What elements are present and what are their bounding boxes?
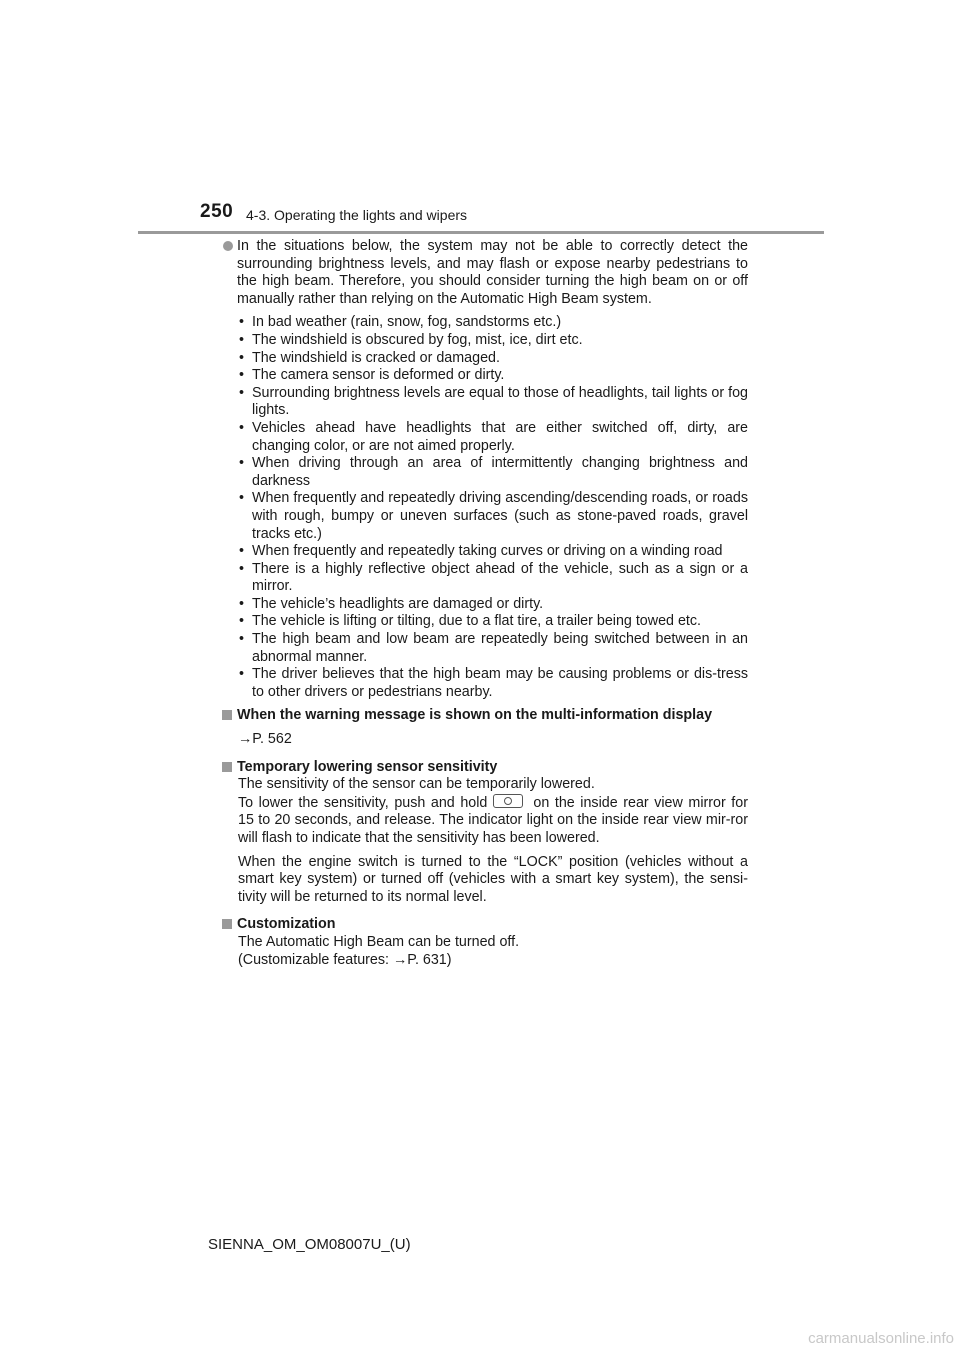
list-item: • When driving through an area of intermittently changing brightness and darkness <box>239 455 748 489</box>
site-watermark: carmanualsonline.info <box>808 1330 954 1347</box>
square-bullet-icon <box>222 710 232 720</box>
header-divider <box>138 231 824 234</box>
page-number: 250 <box>200 201 234 222</box>
list-item: • Vehicles ahead have headlights that are either switched off, dirty, are changing color, or are not aimed properly. <box>239 419 748 454</box>
square-bullet-icon <box>222 919 232 929</box>
list-item: • The camera sensor is deformed or dirty. <box>239 367 505 384</box>
sensitivity-reset-paragraph: When the engine switch is turned to the “LOCK” position (vehicles without a smart key system) or turned off (vehicles with a smart key system), the sensi-tivity will be returned to its normal level. <box>238 853 748 905</box>
list-item: • In bad weather (rain, snow, fog, sandstorms etc.) <box>239 314 562 331</box>
warning-page-ref[interactable]: →P. 562 <box>238 731 292 748</box>
situation-list <box>208 314 748 701</box>
list-item: • Surrounding brightness levels are equal to those of headlights, tail lights or fog lights. <box>239 384 748 419</box>
section-title: 4-3. Operating the lights and wipers <box>246 207 468 223</box>
list-item: • When frequently and repeatedly driving ascending/descending roads, or roads with rough, bumpy or uneven surfaces (such as stone-paved roads, gravel tracks etc.) <box>239 490 748 542</box>
page-header <box>0 0 960 240</box>
list-item: • There is a highly reflective object ahead of the vehicle, such as a sign or a mirror. <box>239 560 748 595</box>
list-item: • The windshield is cracked or damaged. <box>239 349 500 366</box>
sensitivity-heading: Temporary lowering sensor sensitivity <box>208 759 748 777</box>
list-item: • The high beam and low beam are repeatedly being switched between in an abnormal manner. <box>239 631 748 665</box>
warning-heading: When the warning message is shown on the multi-information display <box>208 707 748 725</box>
mirror-button-icon <box>493 794 523 808</box>
list-item: • The vehicle’s headlights are damaged or dirty. <box>239 595 544 612</box>
list-item: • The vehicle is lifting or tilting, due to a flat tire, a trailer being towed etc. <box>239 613 701 630</box>
circle-bullet-icon <box>223 241 233 251</box>
customization-page-ref[interactable]: (Customizable features: →P. 631) <box>238 951 452 968</box>
intro-text: In the situations below, the system may not be able to correctly detect the surrounding brightness levels, and may flash or expose nearby pedestrians to the high beam. Therefore, you should consider turning the high beam on or off manually rather than relying on the Automatic High Beam system. <box>237 238 748 307</box>
page-content <box>208 238 748 969</box>
document-code: SIENNA_OM_OM08007U_(U) <box>208 1236 411 1253</box>
intro-bullet <box>208 238 748 308</box>
square-bullet-icon <box>222 762 232 772</box>
customization-heading: Customization <box>208 916 748 934</box>
list-item: • The windshield is obscured by fog, mist, ice, dirt etc. <box>239 331 583 348</box>
sensitivity-paragraph: The sensitivity of the sensor can be temporarily lowered. To lower the sensitivity, push and hold on the inside rear view mirror for 15 to 20 seconds, and release. The indicator light on the inside rear view mir-ror will flash to indicate that the sensitivity has been lowered. <box>238 776 748 846</box>
list-item: • The driver believes that the high beam may be causing problems or dis-tress to other drivers or pedestrians nearby. <box>239 666 748 700</box>
list-item: • When frequently and repeatedly taking curves or driving on a winding road <box>239 543 723 560</box>
customization-paragraph: The Automatic High Beam can be turned off. (Customizable features: →P. 631) <box>238 933 520 968</box>
